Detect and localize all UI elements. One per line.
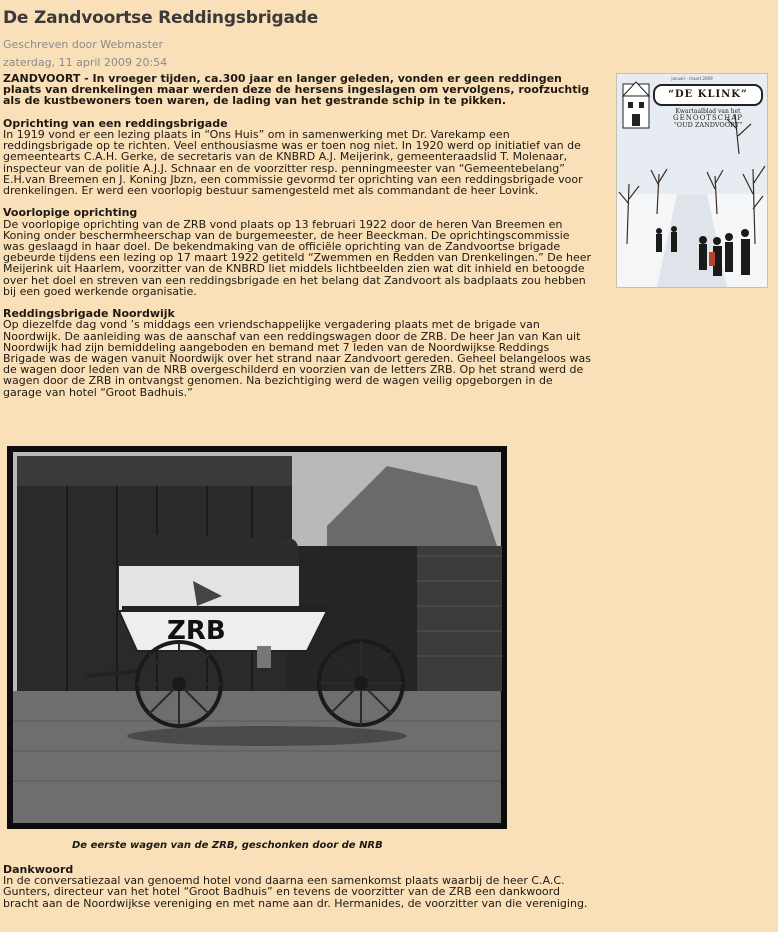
- section-text-voorlopige: De voorlopige oprichting van de ZRB vond plaats op 13 februari 1922 door de heren Van Breemen en Koning onder beschermheerschap van de burgemeester, de heer Beeckman. De oprichtingscommissie was geslaagd in haar doel. De bekendmaking van de officiële oprichting van de Zandvoortse brigade gebeurde tijdens een lezing op 17 maart 1922 getiteld “Zwemmen en Redden van Drenkelingen.” De heer Meijerink uit Haarlem, voorzitter van de KNBRD liet middels lichtbeelden zien wat dit inhield en betoogde over het doel en streven van een reddingsbrigade en het belang dat Zandvoort als badplaats zou hebben bij een goed werkende organisatie.: [3, 217, 592, 298]
- magazine-cover-image: [616, 73, 768, 288]
- cover-subtitle-1: Kwartaalblad van het: [675, 108, 741, 115]
- section-heading-oprichting: Oprichting van een reddingsbrigade: [3, 116, 228, 130]
- wagon-letters: ZRB: [167, 616, 226, 646]
- section-heading-noordwijk: Reddingsbrigade Noordwijk: [3, 307, 175, 321]
- article-title[interactable]: De Zandvoortse Reddingsbrigade: [3, 8, 319, 28]
- section-text-oprichting: In 1919 vond er een lezing plaats in “Ons Huis” om in samenwerking met Dr. Varekamp een reddingsbrigade op te richten. Veel enthousiasme was er toen nog niet. In 1920 werd op initiatief van de gemeentearts C.A.H. Gerke, de secretaris van de KNBRD A.J. Meijerink, gemeenteraadslid T. Molenaar, inspecteur van de politie A.J.J. Schnaar en de voorzitter resp. penningmeester van “Gemeentebelang” E.H.van Breemen en J. Koning Jbzn, een commissie gevormd ter oprichting van een reddingsbrigade voor drenkelingen. Er werd een voorlopig bestuur samengesteld met als commandant de heer Lovink.: [3, 128, 583, 198]
- final-section: [3, 864, 593, 909]
- article-body: [3, 73, 593, 409]
- cover-badge: “DE KLINK”: [653, 84, 763, 106]
- lead-paragraph: ZANDVOORT - In vroeger tijden, ca.300 jaar en langer geleden, vonden er geen reddingen plaats van drenkelingen maar werden deze de hersens ingeslagen om vervolgens, roofzuchtig als de kustbewoners toen waren, de lading van het gestrande schip in te pikken.: [3, 72, 590, 108]
- wagon-photo-illustration: [7, 446, 507, 829]
- section-heading-dankwoord: Dankwoord: [3, 863, 74, 876]
- article-author: Geschreven door Webmaster: [3, 38, 164, 51]
- house-logo-icon: [623, 82, 649, 128]
- cover-subtitle: [653, 108, 763, 129]
- section-heading-voorlopige: Voorlopige oprichting: [3, 206, 138, 220]
- cover-subtitle-3: “OUD ZANDVOORT”: [673, 121, 743, 129]
- historic-photo: [7, 446, 507, 829]
- section-text-dankwoord: In de conversatiezaal van genoemd hotel vond daarna een samenkomst plaats waarbij de heer C.A.C. Gunters, directeur van het hotel “Groot Badhuis” en tevens de voorzitter van de ZRB een dankwoord bracht aan de Noordwijkse vereniging en met name aan dr. Hermanides, de voorzitter van die vereniging.: [3, 874, 588, 910]
- photo-caption: De eerste wagen van de ZRB, geschonken door de NRB: [72, 840, 383, 851]
- section-text-noordwijk: Op diezelfde dag vond ’s middags een vriendschappelijke vergadering plaats met de brigade van Noordwijk. De aanleiding was de aanschaf van een reddingswagen door de ZRB. De heer Jan van Kan uit Noordwijk had zijn bemiddeling aangeboden en bemand met 7 leden van de Noordwijkse Reddings Brigade was de wagen vanuit Noordwijk over het strand naar Zandvoort gereden. Geheel belangeloos was de wagen door leden van de NRB overgeschilderd en voorzien van de letters ZRB. Op het strand werd de wagen door de ZRB in ontvangst genomen. Na bezichtiging werd de wagen veilig opgeborgen in de garage van hotel “Groot Badhuis.”: [3, 318, 591, 399]
- article-date: zaterdag, 11 april 2009 20:54: [3, 56, 168, 69]
- cover-issue: januari - maart 2009: [671, 76, 713, 81]
- cover-subtitle-2: GENOOTSCHAP: [673, 114, 743, 122]
